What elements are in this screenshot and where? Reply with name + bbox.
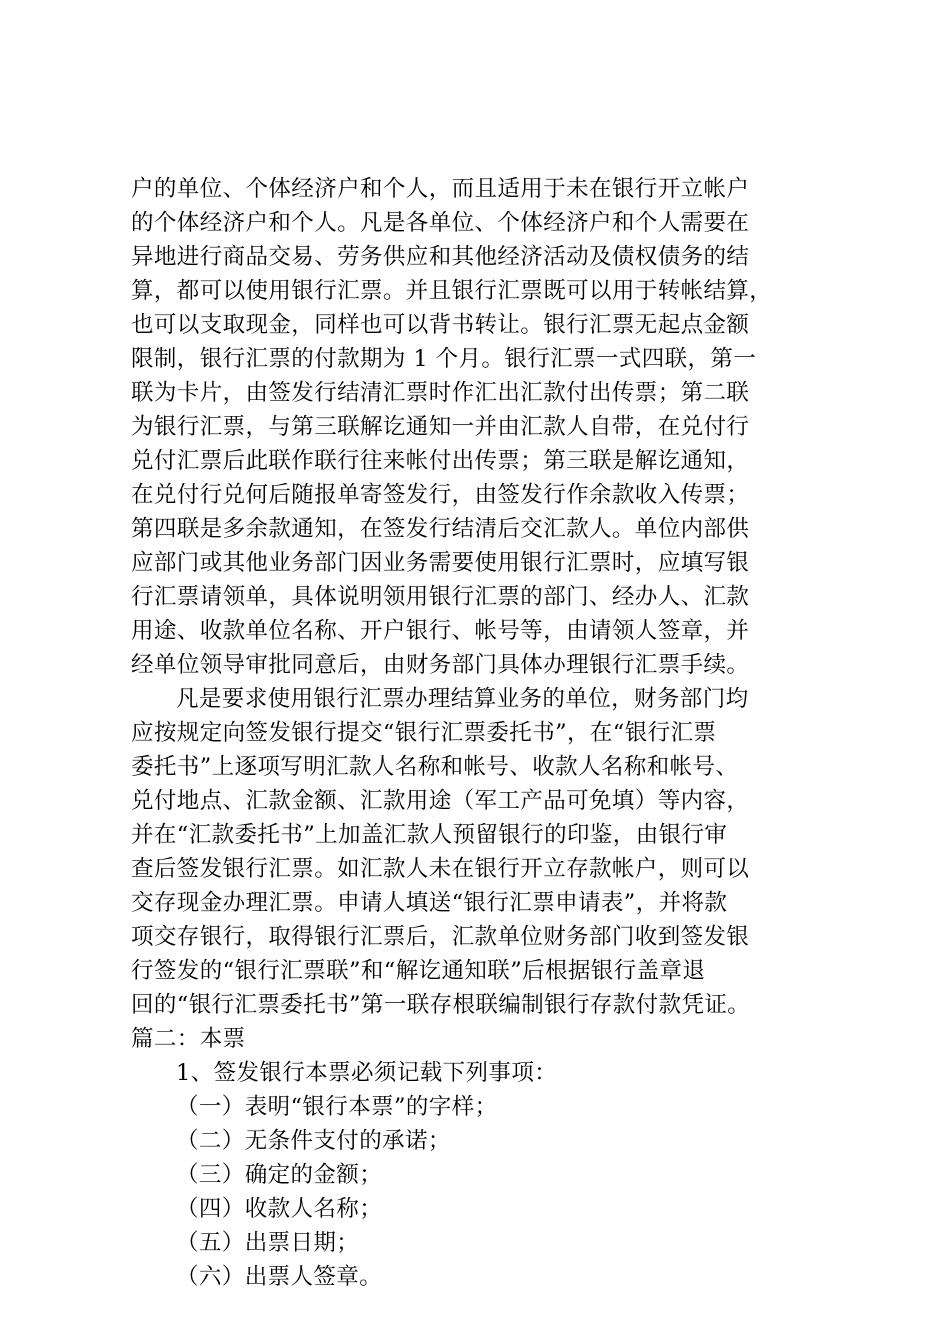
list-item-6: （六）出票人签章。 (176, 1264, 383, 1290)
paragraph2-line-10: 回的“银行汇票委托书”第一联存根联编制银行存款付款凭证。 (131, 992, 751, 1018)
list-item-3: （三）确定的金额； (176, 1162, 383, 1188)
paragraph1-line-8: 为银行汇票，与第三联解讫通知一并由汇款人自带，在兑付行 (131, 414, 750, 440)
paragraph2-line-4: 兑付地点、汇款金额、汇款用途（军工产品可免填）等内容， (131, 788, 750, 814)
list-item-4: （四）收款人名称； (176, 1196, 383, 1222)
list-item-2: （二）无条件支付的承诺； (176, 1128, 451, 1154)
paragraph2-line-3: 委托书”上逐项写明汇款人名称和帐号、收款人名称和帐号、 (131, 754, 739, 780)
section-heading: 篇二：本票 (131, 1026, 246, 1052)
paragraph2-line-8: 项交存银行，取得银行汇票后，汇款单位财务部门收到签发银 (131, 924, 750, 950)
paragraph2-line-7: 交存现金办理汇票。申请人填送“银行汇票申请表”，并将款 (131, 890, 728, 916)
paragraph1-line-11: 第四联是多余款通知，在签发行结清后交汇款人。单位内部供 (131, 516, 750, 542)
paragraph2-line-1: 凡是要求使用银行汇票办理结算业务的单位，财务部门均 (176, 686, 749, 712)
list-item-5: （五）出票日期； (176, 1230, 360, 1256)
paragraph1-line-14: 用途、收款单位名称、开户银行、帐号等，由请领人签章，并 (131, 618, 750, 644)
paragraph1-line-5: 也可以支取现金，同样也可以背书转让。银行汇票无起点金额 (131, 312, 750, 338)
paragraph1-line-10: 在兑付行兑何后随报单寄签发行，由签发行作余款收入传票； (131, 482, 750, 508)
paragraph1-line-12: 应部门或其他业务部门因业务需要使用银行汇票时，应填写银 (131, 550, 750, 576)
paragraph1-line-3: 异地进行商品交易、劳务供应和其他经济活动及债权债务的结 (131, 244, 750, 270)
list-intro: 1、签发银行本票必须记载下列事项： (176, 1060, 558, 1086)
paragraph1-line-6: 限制，银行汇票的付款期为 1 个月。银行汇票一式四联，第一 (131, 346, 757, 372)
paragraph2-line-6: 查后签发银行汇票。如汇款人未在银行开立存款帐户，则可以 (131, 856, 750, 882)
paragraph2-line-2: 应按规定向签发银行提交“银行汇票委托书”，在“银行汇票 (131, 720, 717, 746)
paragraph1-line-4: 算，都可以使用银行汇票。并且银行汇票既可以用于转帐结算， (131, 278, 773, 304)
paragraph2-line-9: 行签发的“银行汇票联”和“解讫通知联”后根据银行盖章退 (131, 958, 706, 984)
paragraph1-line-9: 兑付汇票后此联作联行往来帐付出传票；第三联是解讫通知， (131, 448, 750, 474)
paragraph1-line-7: 联为卡片，由签发行结清汇票时作汇出汇款付出传票；第二联 (131, 380, 750, 406)
paragraph1-line-2: 的个体经济户和个人。凡是各单位、个体经济户和个人需要在 (131, 210, 750, 236)
paragraph1-line-1: 户的单位、个体经济户和个人，而且适用于未在银行开立帐户 (131, 176, 750, 202)
list-item-1: （一）表明“银行本票”的字样； (176, 1094, 498, 1120)
paragraph2-line-5: 并在“汇款委托书”上加盖汇款人预留银行的印鉴，由银行审 (131, 822, 728, 848)
paragraph1-line-15: 经单位领导审批同意后，由财务部门具体办理银行汇票手续。 (131, 652, 750, 678)
paragraph1-line-13: 行汇票请领单，具体说明领用银行汇票的部门、经办人、汇款 (131, 584, 750, 610)
